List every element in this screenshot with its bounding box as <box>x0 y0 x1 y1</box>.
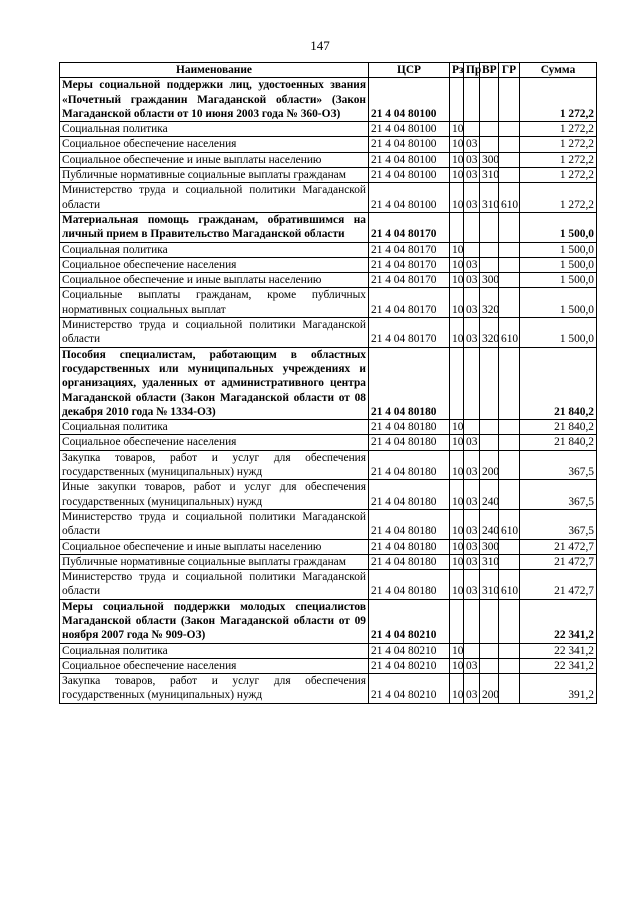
cell-csr: 21 4 04 80180 <box>369 509 450 539</box>
column-header-sum: Сумма <box>520 63 597 78</box>
cell-vr <box>480 122 499 137</box>
table-row <box>60 420 597 435</box>
cell-rz: 10 <box>450 480 464 510</box>
cell-csr: 21 4 04 80180 <box>369 450 450 480</box>
cell-sum: 1 272,2 <box>520 122 597 137</box>
page-number: 147 <box>310 38 330 53</box>
cell-name: Меры социальной поддержки молодых специалистов Магаданской области (Закон Магаданской области от 09 ноября 2007 года № 909-ОЗ) <box>60 599 369 643</box>
cell-gr: 610 <box>499 318 520 348</box>
cell-sum: 21 840,2 <box>520 420 597 435</box>
table-row <box>60 257 597 272</box>
cell-sum: 367,5 <box>520 480 597 510</box>
cell-pr: 03 <box>464 674 480 704</box>
cell-vr: 300 <box>480 152 499 167</box>
cell-csr: 21 4 04 80100 <box>369 78 450 122</box>
cell-csr: 21 4 04 80180 <box>369 539 450 554</box>
cell-pr: 03 <box>464 168 480 183</box>
cell-vr <box>480 212 499 242</box>
cell-rz <box>450 212 464 242</box>
cell-sum: 1 500,0 <box>520 288 597 318</box>
cell-csr: 21 4 04 80100 <box>369 152 450 167</box>
cell-pr: 03 <box>464 318 480 348</box>
cell-name: Министерство труда и социальной политики Магаданской области <box>60 318 369 348</box>
table-row <box>60 554 597 569</box>
cell-vr <box>480 420 499 435</box>
cell-pr <box>464 122 480 137</box>
cell-vr: 310 <box>480 168 499 183</box>
cell-sum: 1 500,0 <box>520 242 597 257</box>
cell-sum: 22 341,2 <box>520 658 597 673</box>
cell-gr <box>499 273 520 288</box>
table-row <box>60 599 597 643</box>
cell-pr <box>464 242 480 257</box>
cell-sum: 1 500,0 <box>520 212 597 242</box>
cell-name: Социальная политика <box>60 643 369 658</box>
cell-gr <box>499 599 520 643</box>
cell-vr <box>480 599 499 643</box>
cell-vr: 300 <box>480 539 499 554</box>
cell-vr: 320 <box>480 288 499 318</box>
column-header-csr: ЦСР <box>369 63 450 78</box>
cell-csr: 21 4 04 80180 <box>369 570 450 600</box>
cell-csr: 21 4 04 80210 <box>369 599 450 643</box>
cell-vr: 310 <box>480 554 499 569</box>
column-header-vr: ВР <box>480 63 499 78</box>
cell-name: Министерство труда и социальной политики Магаданской области <box>60 509 369 539</box>
cell-gr <box>499 435 520 450</box>
cell-gr <box>499 212 520 242</box>
cell-name: Социальное обеспечение населения <box>60 658 369 673</box>
cell-name: Публичные нормативные социальные выплаты гражданам <box>60 168 369 183</box>
cell-vr: 310 <box>480 570 499 600</box>
cell-pr: 03 <box>464 183 480 213</box>
cell-pr: 03 <box>464 137 480 152</box>
cell-vr <box>480 257 499 272</box>
cell-rz: 10 <box>450 257 464 272</box>
cell-sum: 1 272,2 <box>520 137 597 152</box>
cell-csr: 21 4 04 80180 <box>369 554 450 569</box>
cell-rz: 10 <box>450 122 464 137</box>
cell-sum: 1 272,2 <box>520 183 597 213</box>
cell-name: Социальные выплаты гражданам, кроме публичных нормативных социальных выплат <box>60 288 369 318</box>
cell-gr: 610 <box>499 570 520 600</box>
cell-sum: 391,2 <box>520 674 597 704</box>
table-row <box>60 347 597 419</box>
table-row <box>60 658 597 673</box>
table-row <box>60 570 597 600</box>
cell-pr: 03 <box>464 435 480 450</box>
cell-sum: 1 272,2 <box>520 152 597 167</box>
cell-csr: 21 4 04 80100 <box>369 122 450 137</box>
cell-csr: 21 4 04 80170 <box>369 212 450 242</box>
cell-gr <box>499 347 520 419</box>
table-row <box>60 183 597 213</box>
cell-sum: 1 500,0 <box>520 273 597 288</box>
cell-gr <box>499 137 520 152</box>
cell-vr <box>480 242 499 257</box>
table-row <box>60 318 597 348</box>
cell-name: Социальное обеспечение населения <box>60 257 369 272</box>
cell-vr <box>480 658 499 673</box>
cell-gr <box>499 658 520 673</box>
table-row <box>60 674 597 704</box>
cell-csr: 21 4 04 80100 <box>369 168 450 183</box>
table-row <box>60 539 597 554</box>
cell-pr: 03 <box>464 273 480 288</box>
cell-rz <box>450 347 464 419</box>
cell-csr: 21 4 04 80180 <box>369 347 450 419</box>
cell-csr: 21 4 04 80100 <box>369 183 450 213</box>
table-row <box>60 450 597 480</box>
cell-name: Закупка товаров, работ и услуг для обеспечения государственных (муниципальных) нужд <box>60 450 369 480</box>
cell-rz: 10 <box>450 168 464 183</box>
cell-pr: 03 <box>464 288 480 318</box>
cell-gr <box>499 152 520 167</box>
cell-pr <box>464 420 480 435</box>
cell-csr: 21 4 04 80170 <box>369 273 450 288</box>
table-row <box>60 168 597 183</box>
table-row <box>60 273 597 288</box>
table-row <box>60 643 597 658</box>
cell-vr <box>480 435 499 450</box>
cell-vr: 310 <box>480 183 499 213</box>
cell-name: Закупка товаров, работ и услуг для обеспечения государственных (муниципальных) нужд <box>60 674 369 704</box>
cell-csr: 21 4 04 80210 <box>369 658 450 673</box>
cell-rz: 10 <box>450 273 464 288</box>
cell-rz: 10 <box>450 137 464 152</box>
table-row <box>60 212 597 242</box>
cell-csr: 21 4 04 80170 <box>369 288 450 318</box>
cell-sum: 1 500,0 <box>520 318 597 348</box>
cell-pr: 03 <box>464 570 480 600</box>
cell-gr <box>499 242 520 257</box>
cell-vr <box>480 137 499 152</box>
cell-rz: 10 <box>450 509 464 539</box>
table-row <box>60 137 597 152</box>
table-row <box>60 288 597 318</box>
cell-gr <box>499 450 520 480</box>
cell-sum: 367,5 <box>520 509 597 539</box>
cell-rz: 10 <box>450 570 464 600</box>
cell-gr <box>499 539 520 554</box>
cell-name: Социальное обеспечение населения <box>60 435 369 450</box>
table-row <box>60 152 597 167</box>
table-row <box>60 480 597 510</box>
cell-csr: 21 4 04 80180 <box>369 480 450 510</box>
cell-gr <box>499 288 520 318</box>
cell-name: Иные закупки товаров, работ и услуг для обеспечения государственных (муниципальных) нужд <box>60 480 369 510</box>
cell-rz: 10 <box>450 435 464 450</box>
cell-pr: 03 <box>464 509 480 539</box>
cell-rz: 10 <box>450 152 464 167</box>
cell-rz: 10 <box>450 318 464 348</box>
cell-pr <box>464 347 480 419</box>
cell-pr <box>464 643 480 658</box>
cell-name: Меры социальной поддержки лиц, удостоенных звания «Почетный гражданин Магаданской области» (Закон Магаданской области от 10 июня 2003 года № 360-ОЗ) <box>60 78 369 122</box>
cell-pr <box>464 212 480 242</box>
cell-gr <box>499 643 520 658</box>
cell-sum: 22 341,2 <box>520 643 597 658</box>
cell-vr <box>480 347 499 419</box>
cell-rz: 10 <box>450 420 464 435</box>
cell-name: Материальная помощь гражданам, обратившимся на личный прием в Правительство Магаданской области <box>60 212 369 242</box>
cell-csr: 21 4 04 80210 <box>369 674 450 704</box>
column-header-name: Наименование <box>60 63 369 78</box>
cell-rz <box>450 599 464 643</box>
cell-csr: 21 4 04 80170 <box>369 318 450 348</box>
table-row <box>60 509 597 539</box>
cell-sum: 22 341,2 <box>520 599 597 643</box>
table-row <box>60 78 597 122</box>
cell-rz: 10 <box>450 674 464 704</box>
cell-name: Социальное обеспечение и иные выплаты населению <box>60 539 369 554</box>
cell-name: Социальное обеспечение и иные выплаты населению <box>60 273 369 288</box>
table-header-row <box>60 63 597 78</box>
table-row <box>60 242 597 257</box>
cell-name: Социальное обеспечение и иные выплаты населению <box>60 152 369 167</box>
cell-gr: 610 <box>499 183 520 213</box>
cell-rz: 10 <box>450 554 464 569</box>
cell-name: Социальная политика <box>60 242 369 257</box>
cell-pr <box>464 599 480 643</box>
cell-csr: 21 4 04 80180 <box>369 435 450 450</box>
cell-name: Социальная политика <box>60 420 369 435</box>
cell-sum: 21 840,2 <box>520 347 597 419</box>
cell-rz: 10 <box>450 539 464 554</box>
cell-pr: 03 <box>464 152 480 167</box>
cell-sum: 367,5 <box>520 450 597 480</box>
budget-table <box>59 62 597 704</box>
cell-pr <box>464 78 480 122</box>
cell-gr <box>499 674 520 704</box>
cell-name: Пособия специалистам, работающим в областных государственных или муниципальных учреждениях и организациях, удаленных от административного центра Магаданской области (Закон Магаданской области от 08 декабря 2010 года № 1334-ОЗ) <box>60 347 369 419</box>
cell-rz: 10 <box>450 242 464 257</box>
cell-rz: 10 <box>450 183 464 213</box>
cell-rz: 10 <box>450 288 464 318</box>
cell-name: Социальная политика <box>60 122 369 137</box>
cell-pr: 03 <box>464 658 480 673</box>
cell-csr: 21 4 04 80100 <box>369 137 450 152</box>
cell-sum: 21 472,7 <box>520 554 597 569</box>
cell-sum: 21 472,7 <box>520 570 597 600</box>
cell-pr: 03 <box>464 554 480 569</box>
cell-name: Министерство труда и социальной политики Магаданской области <box>60 183 369 213</box>
cell-vr: 200 <box>480 450 499 480</box>
cell-name: Министерство труда и социальной политики Магаданской области <box>60 570 369 600</box>
cell-gr <box>499 554 520 569</box>
column-header-gr: ГР <box>499 63 520 78</box>
cell-vr: 200 <box>480 674 499 704</box>
cell-sum: 21 472,7 <box>520 539 597 554</box>
cell-vr: 300 <box>480 273 499 288</box>
cell-csr: 21 4 04 80210 <box>369 643 450 658</box>
table-row <box>60 122 597 137</box>
cell-rz: 10 <box>450 450 464 480</box>
cell-vr: 320 <box>480 318 499 348</box>
cell-gr <box>499 168 520 183</box>
cell-vr: 240 <box>480 480 499 510</box>
cell-gr <box>499 420 520 435</box>
cell-name: Социальное обеспечение населения <box>60 137 369 152</box>
cell-gr <box>499 122 520 137</box>
cell-sum: 1 272,2 <box>520 168 597 183</box>
cell-csr: 21 4 04 80170 <box>369 257 450 272</box>
cell-rz <box>450 78 464 122</box>
cell-pr: 03 <box>464 539 480 554</box>
cell-pr: 03 <box>464 450 480 480</box>
cell-csr: 21 4 04 80180 <box>369 420 450 435</box>
cell-gr: 610 <box>499 509 520 539</box>
cell-name: Публичные нормативные социальные выплаты гражданам <box>60 554 369 569</box>
column-header-rz: Рз <box>450 63 464 78</box>
cell-pr: 03 <box>464 257 480 272</box>
cell-sum: 1 272,2 <box>520 78 597 122</box>
cell-vr <box>480 78 499 122</box>
column-header-pr: Пр <box>464 63 480 78</box>
cell-rz: 10 <box>450 643 464 658</box>
cell-vr: 240 <box>480 509 499 539</box>
cell-gr <box>499 257 520 272</box>
table-body <box>60 78 597 703</box>
cell-vr <box>480 643 499 658</box>
cell-sum: 21 840,2 <box>520 435 597 450</box>
cell-gr <box>499 78 520 122</box>
cell-csr: 21 4 04 80170 <box>369 242 450 257</box>
cell-gr <box>499 480 520 510</box>
cell-sum: 1 500,0 <box>520 257 597 272</box>
cell-pr: 03 <box>464 480 480 510</box>
table-row <box>60 435 597 450</box>
cell-rz: 10 <box>450 658 464 673</box>
